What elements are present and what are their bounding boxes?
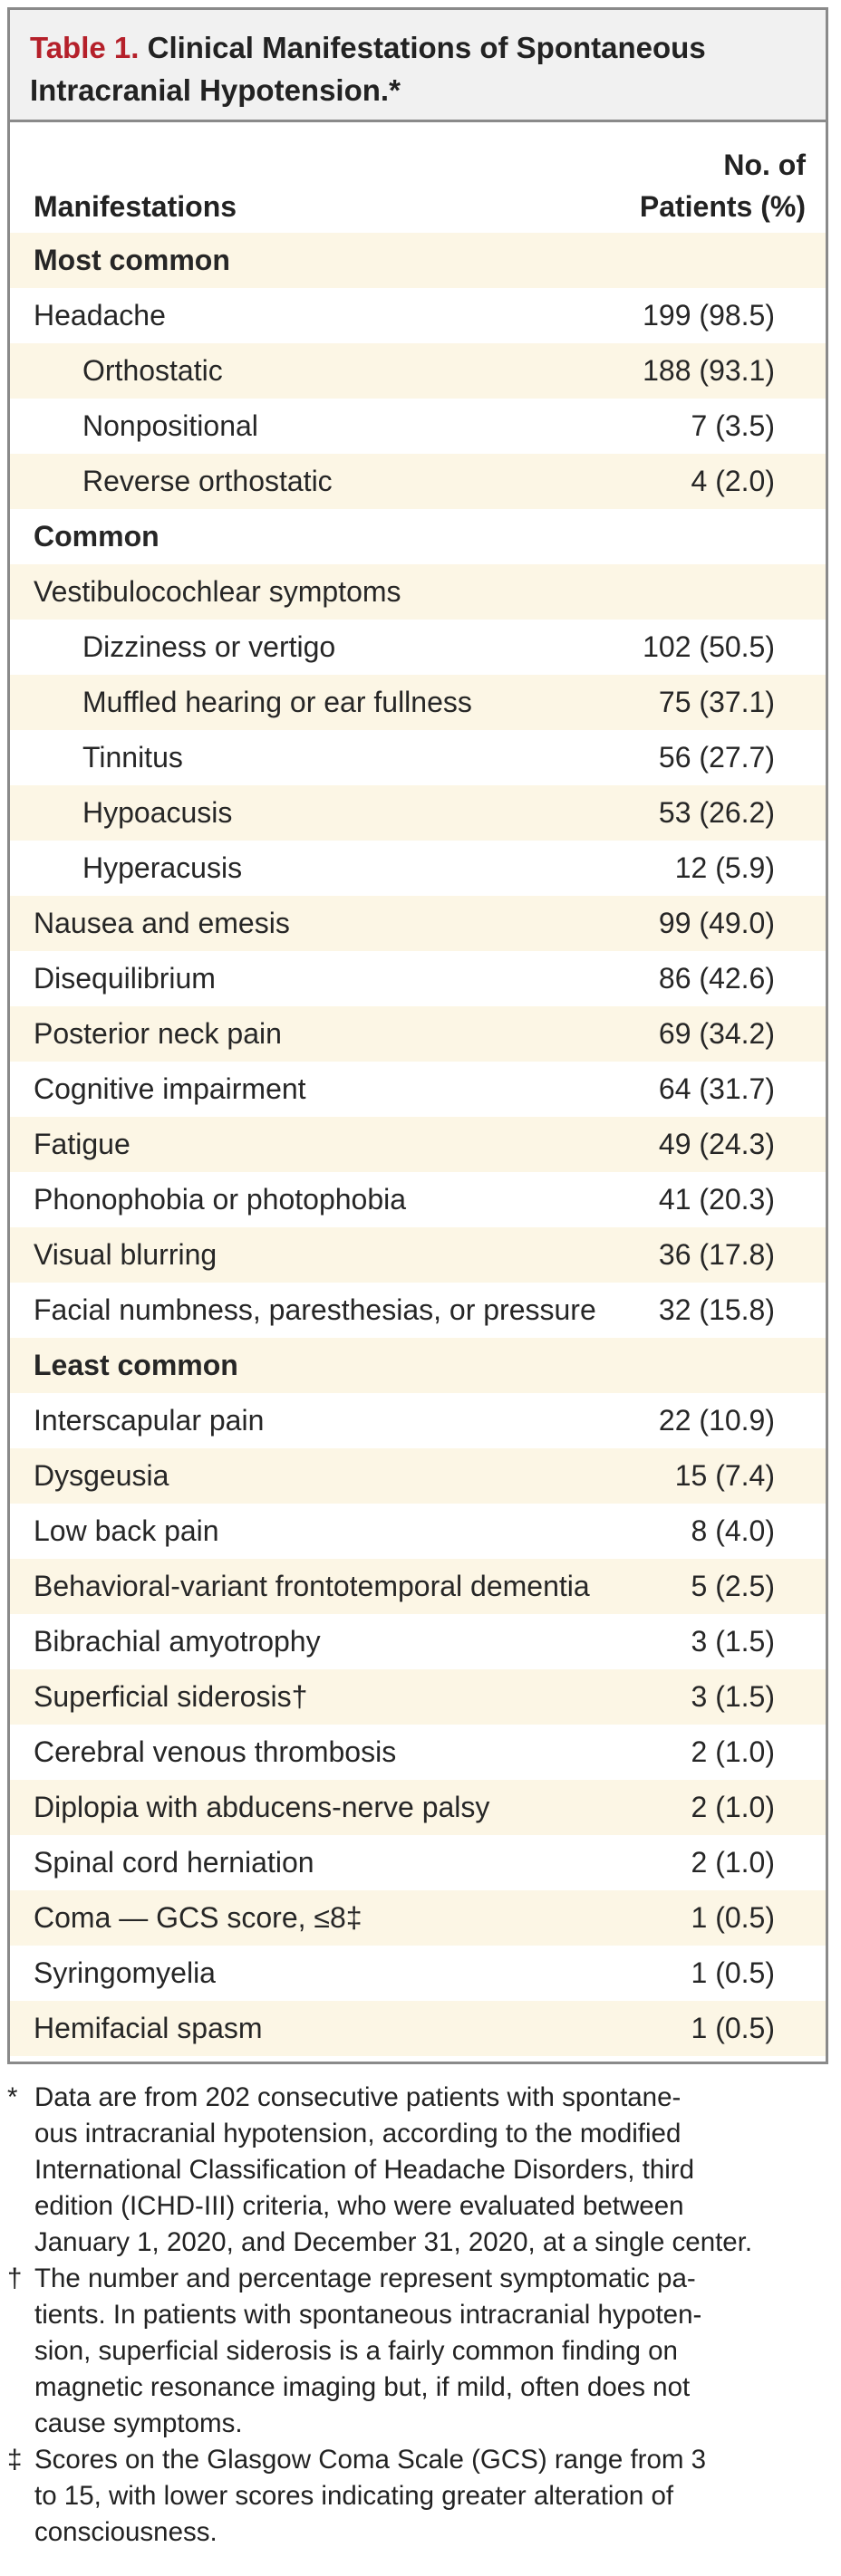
table-row (10, 785, 826, 841)
patient-count: 2 (1.0) (691, 1735, 775, 1768)
manifestation-label: Coma — GCS score, ≤8‡ (34, 1901, 362, 1934)
table-row (10, 1062, 826, 1117)
table-row (10, 2001, 826, 2056)
manifestation-label: Reverse orthostatic (82, 465, 333, 497)
manifestation-label: Diplopia with abducens-nerve palsy (34, 1791, 490, 1823)
table-row (10, 1283, 826, 1338)
table-row (10, 620, 826, 675)
table-row (10, 1559, 826, 1614)
patient-count: 102 (50.5) (643, 630, 775, 663)
manifestation-label: Behavioral-variant frontotemporal dementia (34, 1570, 590, 1602)
manifestation-label: Disequilibrium (34, 962, 216, 995)
section-heading: Least common (34, 1349, 238, 1381)
footnote-line: magnetic resonance imaging but, if mild, often does not (34, 2372, 691, 2402)
table-row (10, 675, 826, 730)
table-row (10, 841, 826, 896)
patient-count: 32 (15.8) (658, 1293, 775, 1326)
table-row (10, 896, 826, 951)
patient-count: 4 (2.0) (691, 465, 775, 497)
table-row (10, 1890, 826, 1946)
section-heading: Most common (34, 244, 230, 276)
table-row (10, 1946, 826, 2001)
patient-count: 1 (0.5) (691, 2012, 775, 2044)
manifestation-label: Superficial siderosis† (34, 1680, 308, 1713)
manifestation-label: Phonophobia or photophobia (34, 1183, 407, 1216)
patient-count: 22 (10.9) (658, 1404, 775, 1437)
patient-count: 69 (34.2) (658, 1017, 775, 1050)
patient-count: 3 (1.5) (691, 1625, 775, 1658)
table-row (10, 1725, 826, 1780)
footnote-line: cause symptoms. (34, 2408, 243, 2438)
table-row (10, 951, 826, 1006)
table-row (10, 1117, 826, 1172)
patient-count: 1 (0.5) (691, 1901, 775, 1934)
table-row (10, 1227, 826, 1283)
patient-count: 2 (1.0) (691, 1791, 775, 1823)
table-row (10, 1393, 826, 1448)
footnote (7, 2442, 823, 2551)
table-row (10, 1006, 826, 1062)
manifestation-label: Visual blurring (34, 1238, 218, 1271)
manifestation-label: Hemifacial spasm (34, 2012, 263, 2044)
manifestation-label: Vestibulocochlear symptoms (34, 575, 401, 608)
table-row (10, 1172, 826, 1227)
column-header (10, 140, 826, 233)
manifestation-label: Syringomyelia (34, 1956, 216, 1989)
table-row (10, 399, 826, 454)
manifestation-label: Facial numbness, paresthesias, or pressure (34, 1293, 596, 1326)
footnote-line: January 1, 2020, and December 31, 2020, at a single center. (34, 2227, 753, 2257)
manifestation-label: Orthostatic (82, 354, 223, 387)
patient-count: 8 (4.0) (691, 1514, 775, 1547)
table-row (10, 1835, 826, 1890)
column-patients-line-1: No. of (723, 149, 806, 181)
table-row (10, 1669, 826, 1725)
manifestation-label: Interscapular pain (34, 1404, 265, 1437)
footnote-line: Scores on the Glasgow Coma Scale (GCS) range from 3 (34, 2445, 707, 2475)
table-row (10, 1780, 826, 1835)
section-row (10, 233, 826, 288)
footnote-mark: * (7, 2082, 18, 2112)
title-line-2: Intracranial Hypotension.* (30, 73, 401, 107)
table-row (10, 454, 826, 509)
patient-count: 99 (49.0) (658, 907, 775, 939)
table-row (10, 564, 826, 620)
table-row (10, 730, 826, 785)
table-frame (7, 7, 828, 2064)
manifestation-label: Muffled hearing or ear fullness (82, 686, 472, 718)
patient-count: 49 (24.3) (658, 1128, 775, 1160)
footnote-line: The number and percentage represent symptomatic pa- (34, 2264, 696, 2293)
footnotes (7, 2080, 823, 2551)
manifestation-label: Tinnitus (82, 741, 183, 774)
patient-count: 5 (2.5) (691, 1570, 775, 1602)
patient-count: 1 (0.5) (691, 1956, 775, 1989)
manifestation-label: Hypoacusis (82, 796, 233, 829)
patient-count: 2 (1.0) (691, 1846, 775, 1879)
manifestation-label: Nausea and emesis (34, 907, 290, 939)
table-row (10, 1504, 826, 1559)
footnote-mark: ‡ (7, 2445, 23, 2475)
table-body (10, 233, 826, 2056)
footnote-line: ous intracranial hypotension, according to the modified (34, 2119, 682, 2148)
table-label: Table 1. (30, 31, 140, 64)
footnote-line: tients. In patients with spontaneous intracranial hypoten- (34, 2300, 702, 2330)
section-row (10, 509, 826, 564)
manifestation-label: Nonpositional (82, 409, 258, 442)
patient-count: 64 (31.7) (658, 1072, 775, 1105)
column-manifestations: Manifestations (34, 190, 237, 223)
footnote (7, 2261, 823, 2442)
patient-count: 188 (93.1) (643, 354, 775, 387)
section-heading: Common (34, 520, 160, 553)
footnote (7, 2080, 823, 2261)
patient-count: 15 (7.4) (674, 1459, 775, 1492)
table-row (10, 1448, 826, 1504)
footnote-line: consciousness. (34, 2517, 218, 2547)
patient-count: 53 (26.2) (658, 796, 775, 829)
manifestation-label: Dizziness or vertigo (82, 630, 336, 663)
patient-count: 12 (5.9) (674, 851, 775, 884)
patient-count: 56 (27.7) (658, 741, 775, 774)
footnote-line: Data are from 202 consecutive patients with spontane- (34, 2082, 682, 2112)
patient-count: 86 (42.6) (658, 962, 775, 995)
footnote-line: to 15, with lower scores indicating greater alteration of (34, 2481, 674, 2511)
patient-count: 36 (17.8) (658, 1238, 775, 1271)
manifestation-label: Headache (34, 299, 166, 332)
manifestation-label: Spinal cord herniation (34, 1846, 314, 1879)
table-row (10, 288, 826, 343)
column-patients-line-2: Patients (%) (639, 190, 806, 223)
manifestation-label: Hyperacusis (82, 851, 243, 884)
manifestation-label: Cognitive impairment (34, 1072, 306, 1105)
table-row (10, 1614, 826, 1669)
section-row (10, 1338, 826, 1393)
patient-count: 75 (37.1) (658, 686, 775, 718)
footnote-line: edition (ICHD-III) criteria, who were evaluated between (34, 2191, 684, 2221)
patient-count: 7 (3.5) (691, 409, 775, 442)
title-line-1: Clinical Manifestations of Spontaneous (147, 31, 706, 64)
patient-count: 3 (1.5) (691, 1680, 775, 1713)
manifestation-label: Low back pain (34, 1514, 219, 1547)
table-title (10, 10, 826, 122)
manifestation-label: Posterior neck pain (34, 1017, 282, 1050)
footnote-mark: † (7, 2264, 23, 2293)
manifestation-label: Bibrachial amyotrophy (34, 1625, 321, 1658)
table-row (10, 343, 826, 399)
column-patients (640, 144, 806, 227)
manifestation-label: Cerebral venous thrombosis (34, 1735, 397, 1768)
patient-count: 41 (20.3) (658, 1183, 775, 1216)
manifestation-label: Fatigue (34, 1128, 130, 1160)
footnote-line: sion, superficial siderosis is a fairly common finding on (34, 2336, 678, 2366)
patient-count: 199 (98.5) (643, 299, 775, 332)
footnote-line: International Classification of Headache Disorders, third (34, 2155, 695, 2185)
manifestation-label: Dysgeusia (34, 1459, 169, 1492)
